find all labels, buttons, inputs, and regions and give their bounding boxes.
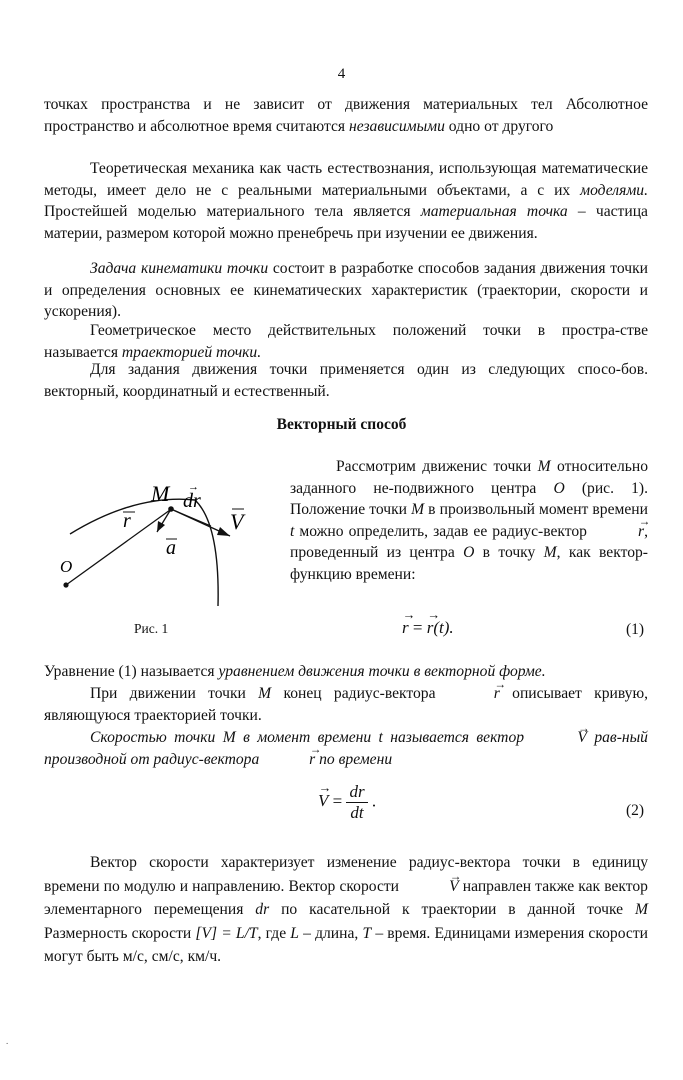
point-O [63, 582, 68, 587]
section-heading: Векторный способ [276, 416, 407, 433]
side-paragraph: Рассмотрим движенис точки M относительно заданного не-подвижного центра O (рис. 1). Положение точки M в произвольный момент времени t можно определить, задав ее радиус-вектор → r, проведенный из центра O в точку M, как вектор-функцию времени: [290, 456, 648, 585]
paragraph-3: Задача кинематики точки состоит в разработке способов задания движения точки и определения основных ее кинематических характеристик (траектории, скорости и ускорения). [44, 260, 648, 320]
velocity-arrowhead [217, 527, 230, 536]
paragraph-8-definition: Скоростью точки M в момент времени t называется вектор → V рав-ный производной от радиус-вектора → r по времени [44, 727, 648, 770]
equation-1-number: (1) [626, 621, 645, 638]
label-dr: dr [183, 490, 201, 512]
eq2-numerator: dr [346, 782, 367, 803]
equation-2: → V = $\frac{dr}{dt}$ . [318, 782, 376, 823]
figure-caption: Рис. 1 [134, 621, 169, 636]
paragraph-2: Теоретическая механика как часть естествознания, использующая математические методы, имеет дело не с реальными материальными объектами, а с их моделями. Простейшей моделью материального тела является материальная точка – частица материи, размером которой можно пренебречь при изучении ее движения. [44, 160, 648, 242]
label-a: a [166, 537, 176, 559]
label-r: r [123, 510, 131, 532]
label-M: M [151, 481, 170, 506]
equation-2-number: (2) [626, 802, 645, 819]
radius-vector-line [66, 510, 170, 585]
paragraph-5: Для задания движения точки применяется один из следующих спосо-бов. векторный, координатный и естественный. [44, 361, 648, 400]
label-dr-arrow: → [188, 481, 199, 493]
acceleration-arrowhead [157, 521, 165, 532]
page-number: 4 [337, 66, 346, 82]
paragraph-9: Вектор скорости характеризует изменение радиус-вектора точки в единицу времени по модулю и направлению. Вектор скорости → V направлен также как вектор элементарного перемещения dr по касательной к траектории в данной точке M Размерность скорости [V] = L/T, где L – длина, T – время. Единицами измерения скорости могут быть м/с, см/с, км/ч. [44, 851, 648, 969]
trajectory-curve [70, 499, 218, 606]
figure-1-diagram [50, 474, 280, 614]
eq2-denominator: dt [350, 803, 364, 822]
margin-mark: . [6, 1036, 9, 1046]
paragraph-4: Геометрическое место действительных положений точки в простра-стве называется траекторией точки. [44, 322, 648, 361]
label-V: V [230, 509, 244, 534]
equation-1: → r = → r(t). [402, 618, 454, 638]
paragraph-1: точках пространства и не зависит от движения материальных тел Абсолютное пространство и абсолютное время считаются независимыми одно от другого [44, 96, 648, 135]
paragraph-7: При движении точки M конец радиус-вектора → r описывает кривую, являющуюся траекторией точки. [44, 683, 648, 726]
label-O: O [60, 557, 73, 576]
paragraph-6: Уравнение (1) называется уравнением движения точки в векторной форме. [44, 663, 546, 680]
